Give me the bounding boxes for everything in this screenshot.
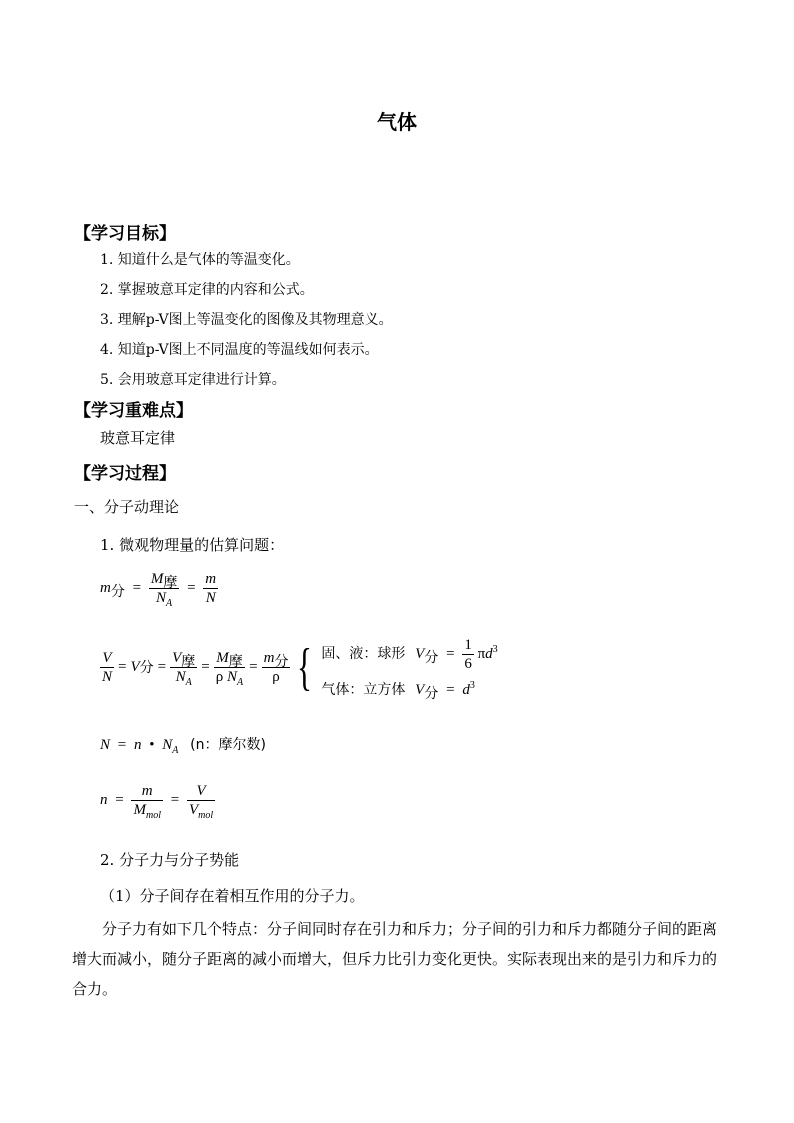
part1-sub1: 1. 微观物理量的估算问题：: [100, 536, 285, 554]
formula-molecule-volume: $\frac{V}{N}$ = V 分 = $\frac{V_摩}{N_A}$ = $\frac{M_摩}{\rho N_A}$ = $\frac{m_分}{\rho}$ { 固、液：球形 $V_分$ = $\frac{1}{6}$ $\pi d^3$ 气体：立方体 $V_分 = d^3$: [102, 637, 498, 702]
formula-moles: n = $\frac{m}{M_{mol}}$ = $\frac{V}{V_{mol}}$: [100, 783, 214, 821]
key-text: 玻意耳定律: [100, 429, 176, 447]
goal-item-2: 2. 掌握玻意耳定律的内容和公式。: [100, 282, 314, 298]
part1-sub2: 2. 分子力与分子势能: [100, 851, 240, 869]
key-heading: 【学习重难点】: [74, 401, 193, 421]
formula-molecule-mass: $m_分$ = $\frac{M_摩}{N_A}$ = $\frac{m}{N}$: [100, 571, 217, 609]
goal-item-3: 3. 理解p-V图上等温变化的图像及其物理意义。: [100, 312, 393, 328]
goal-item-5: 5. 会用玻意耳定律进行计算。: [100, 372, 286, 388]
goal-item-4: 4. 知道p-V图上不同温度的等温线如何表示。: [100, 342, 379, 358]
page-title: 气体: [377, 110, 417, 134]
force-paragraph: 分子力有如下几个特点：分子间同时存在引力和斥力；分子间的引力和斥力都随分子间的距离增大而减小，随分子距离的减小而增大，但斥力比引力变化更快。实际表现出来的是引力和斥力的合力。: [72, 920, 718, 998]
goal-item-1: 1. 知道什么是气体的等温变化。: [100, 252, 300, 268]
part1-heading: 一、分子动理论: [74, 498, 180, 516]
formula-molecule-count: N = n • $N_A$ (n：摩尔数): [100, 737, 266, 756]
part1-sub2-1: （1）分子间存在着相互作用的分子力。: [100, 887, 365, 905]
goals-heading: 【学习目标】: [74, 224, 176, 244]
process-heading: 【学习过程】: [74, 464, 176, 484]
